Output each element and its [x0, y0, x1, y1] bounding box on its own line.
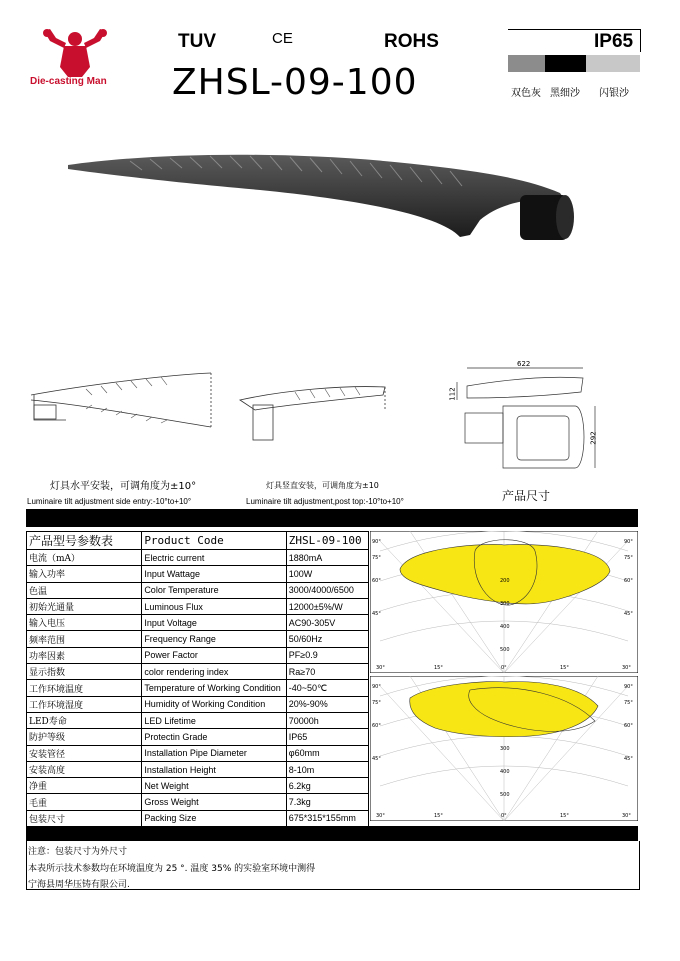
header-frame — [508, 29, 641, 52]
note-line: 注意：包装尺寸为外尺寸 — [28, 847, 128, 857]
table-row — [27, 631, 369, 647]
note-line: 宁海县周华压铸有限公司. — [28, 880, 130, 890]
side-caption-cn: 灯具水平安装，可调角度为±10° — [50, 481, 197, 492]
table-row — [27, 810, 369, 826]
spec-cn: LED寿命 — [27, 712, 142, 728]
spec-value: Ra≥70 — [286, 664, 368, 680]
spec-en: LED Lifetime — [142, 712, 286, 728]
spec-table — [26, 531, 369, 827]
angle-label: 75° — [624, 700, 633, 706]
table-row — [27, 680, 369, 696]
divider-bar-bottom — [26, 826, 638, 841]
finish-label-black: 黑细沙 — [550, 88, 580, 99]
spec-value: AC90-305V — [286, 615, 368, 631]
dim-height: 112 — [448, 387, 457, 401]
finish-swatch-black — [545, 55, 586, 72]
bottom-label: 30° — [376, 813, 385, 819]
table-row — [27, 615, 369, 631]
angle-label: 60° — [372, 578, 381, 584]
spec-cn: 电流（mA） — [27, 550, 142, 566]
spec-en: Gross Weight — [142, 794, 286, 810]
radial-label: 400 — [500, 769, 510, 775]
spec-en: Color Temperature — [142, 582, 286, 598]
table-row — [27, 550, 369, 566]
radial-label: 400 — [500, 624, 510, 630]
tuv-cert: TUV — [178, 31, 216, 52]
ip-rating: IP65 — [594, 31, 634, 52]
post-caption-cn: 灯具竖直安装，可调角度为±10 — [266, 481, 379, 490]
spec-cn: 功率因素 — [27, 647, 142, 663]
table-row — [27, 664, 369, 680]
angle-label: 45° — [624, 756, 633, 762]
logo-text: Die-casting Man — [30, 76, 107, 87]
dimension-drawing — [445, 358, 610, 478]
spec-table-header — [27, 532, 369, 550]
table-row — [27, 729, 369, 745]
finish-label-silver: 闪银沙 — [599, 88, 629, 99]
table-row — [27, 566, 369, 582]
spec-header-en: Product Code — [142, 532, 286, 550]
spec-en: color rendering index — [142, 664, 286, 680]
spec-en: Installation Height — [142, 761, 286, 777]
spec-cn: 安装管径 — [27, 745, 142, 761]
spec-value: -40~50℃ — [286, 680, 368, 696]
table-row — [27, 761, 369, 777]
spec-value: φ60mm — [286, 745, 368, 761]
spec-en: Packing Size — [142, 810, 286, 826]
radial-label: 500 — [500, 647, 510, 653]
bottom-label: 15° — [434, 813, 443, 819]
spec-en: Power Factor — [142, 647, 286, 663]
angle-label: 45° — [372, 756, 381, 762]
spec-cn: 工作环境湿度 — [27, 696, 142, 712]
post-top-drawing — [235, 375, 405, 445]
polar-diagram-2 — [370, 676, 638, 821]
spec-en: Installation Pipe Diameter — [142, 745, 286, 761]
angle-label: 75° — [372, 700, 381, 706]
radial-label: 200 — [500, 578, 510, 584]
dimension-title: 产品尺寸 — [502, 489, 551, 503]
spec-en: Protectin Grade — [142, 729, 286, 745]
table-row — [27, 582, 369, 598]
spec-cn: 净重 — [27, 778, 142, 794]
finish-swatch-grey — [508, 55, 545, 72]
bottom-label: 30° — [622, 665, 631, 671]
side-entry-drawing — [26, 365, 221, 445]
finish-label-grey: 双色灰 — [511, 88, 541, 99]
angle-label: 45° — [372, 611, 381, 617]
spec-value: IP65 — [286, 729, 368, 745]
table-row — [27, 778, 369, 794]
angle-label: 90° — [372, 684, 381, 690]
note-line: 本表所示技术参数均在环境温度为 25 °. 温度 35% 的实验室环境中测得 — [28, 864, 316, 874]
spec-en: Input Voltage — [142, 615, 286, 631]
table-row — [27, 647, 369, 663]
angle-label: 60° — [372, 723, 381, 729]
angle-label: 60° — [624, 723, 633, 729]
side-caption-en: Luminaire tilt adjustment side entry:-10°to+10° — [27, 497, 192, 506]
bottom-label: 30° — [622, 813, 631, 819]
radial-label: 300 — [500, 601, 510, 607]
radial-label: 500 — [500, 792, 510, 798]
post-caption-en: Luminaire tilt adjustment,post top:-10°to+10° — [246, 497, 404, 506]
polar-diagram-1 — [370, 531, 638, 673]
spec-value: 100W — [286, 566, 368, 582]
spec-en: Humidity of Working Condition — [142, 696, 286, 712]
spec-value: 3000/4000/6500 — [286, 582, 368, 598]
angle-label: 90° — [624, 539, 633, 545]
spec-value: 8-10m — [286, 761, 368, 777]
angle-label: 75° — [624, 555, 633, 561]
radial-label: 300 — [500, 746, 510, 752]
angle-label: 90° — [372, 539, 381, 545]
spec-en: Input Wattage — [142, 566, 286, 582]
spec-header-cn: 产品型号参数表 — [27, 532, 142, 550]
ce-mark: CE — [272, 30, 293, 47]
spec-en: Temperature of Working Condition — [142, 680, 286, 696]
bottom-label: 0° — [501, 665, 507, 671]
divider-bar-top — [26, 509, 638, 527]
spec-value: 6.2kg — [286, 778, 368, 794]
spec-cn: 工作环境温度 — [27, 680, 142, 696]
finish-swatch-silver — [586, 55, 640, 72]
table-row — [27, 712, 369, 728]
angle-label: 75° — [372, 555, 381, 561]
angle-label: 90° — [624, 684, 633, 690]
spec-value: 12000±5%/W — [286, 598, 368, 614]
table-row — [27, 794, 369, 810]
spec-value: 7.3kg — [286, 794, 368, 810]
spec-cn: 毛重 — [27, 794, 142, 810]
spec-value: 1880mA — [286, 550, 368, 566]
spec-value: 50/60Hz — [286, 631, 368, 647]
spec-value: 675*315*155mm — [286, 810, 368, 826]
spec-cn: 初始光通量 — [27, 598, 142, 614]
bottom-label: 30° — [376, 665, 385, 671]
spec-value: 20%-90% — [286, 696, 368, 712]
spec-cn: 输入电压 — [27, 615, 142, 631]
spec-en: Electric current — [142, 550, 286, 566]
spec-en: Luminous Flux — [142, 598, 286, 614]
spec-header-value: ZHSL-09-100 — [286, 532, 368, 550]
rohs-cert: ROHS — [384, 31, 439, 52]
bottom-label: 15° — [560, 665, 569, 671]
spec-cn: 安装高度 — [27, 761, 142, 777]
spec-cn: 输入功率 — [27, 566, 142, 582]
spec-cn: 包装尺寸 — [27, 810, 142, 826]
spec-en: Frequency Range — [142, 631, 286, 647]
spec-cn: 显示指数 — [27, 664, 142, 680]
table-row — [27, 598, 369, 614]
spec-en: Net Weight — [142, 778, 286, 794]
angle-label: 60° — [624, 578, 633, 584]
bottom-label: 15° — [434, 665, 443, 671]
bottom-label: 15° — [560, 813, 569, 819]
model-title: ZHSL-09-100 — [172, 62, 418, 103]
angle-label: 45° — [624, 611, 633, 617]
spec-cn: 频率范围 — [27, 631, 142, 647]
product-render — [60, 145, 580, 250]
dim-depth: 292 — [589, 431, 598, 445]
spec-cn: 色温 — [27, 582, 142, 598]
spec-value: PF≥0.9 — [286, 647, 368, 663]
bodybuilder-logo-icon — [28, 29, 122, 79]
bottom-label: 0° — [501, 813, 507, 819]
table-row — [27, 696, 369, 712]
dim-width: 622 — [517, 360, 531, 368]
spec-value: 70000h — [286, 712, 368, 728]
spec-cn: 防护等级 — [27, 729, 142, 745]
table-row — [27, 745, 369, 761]
